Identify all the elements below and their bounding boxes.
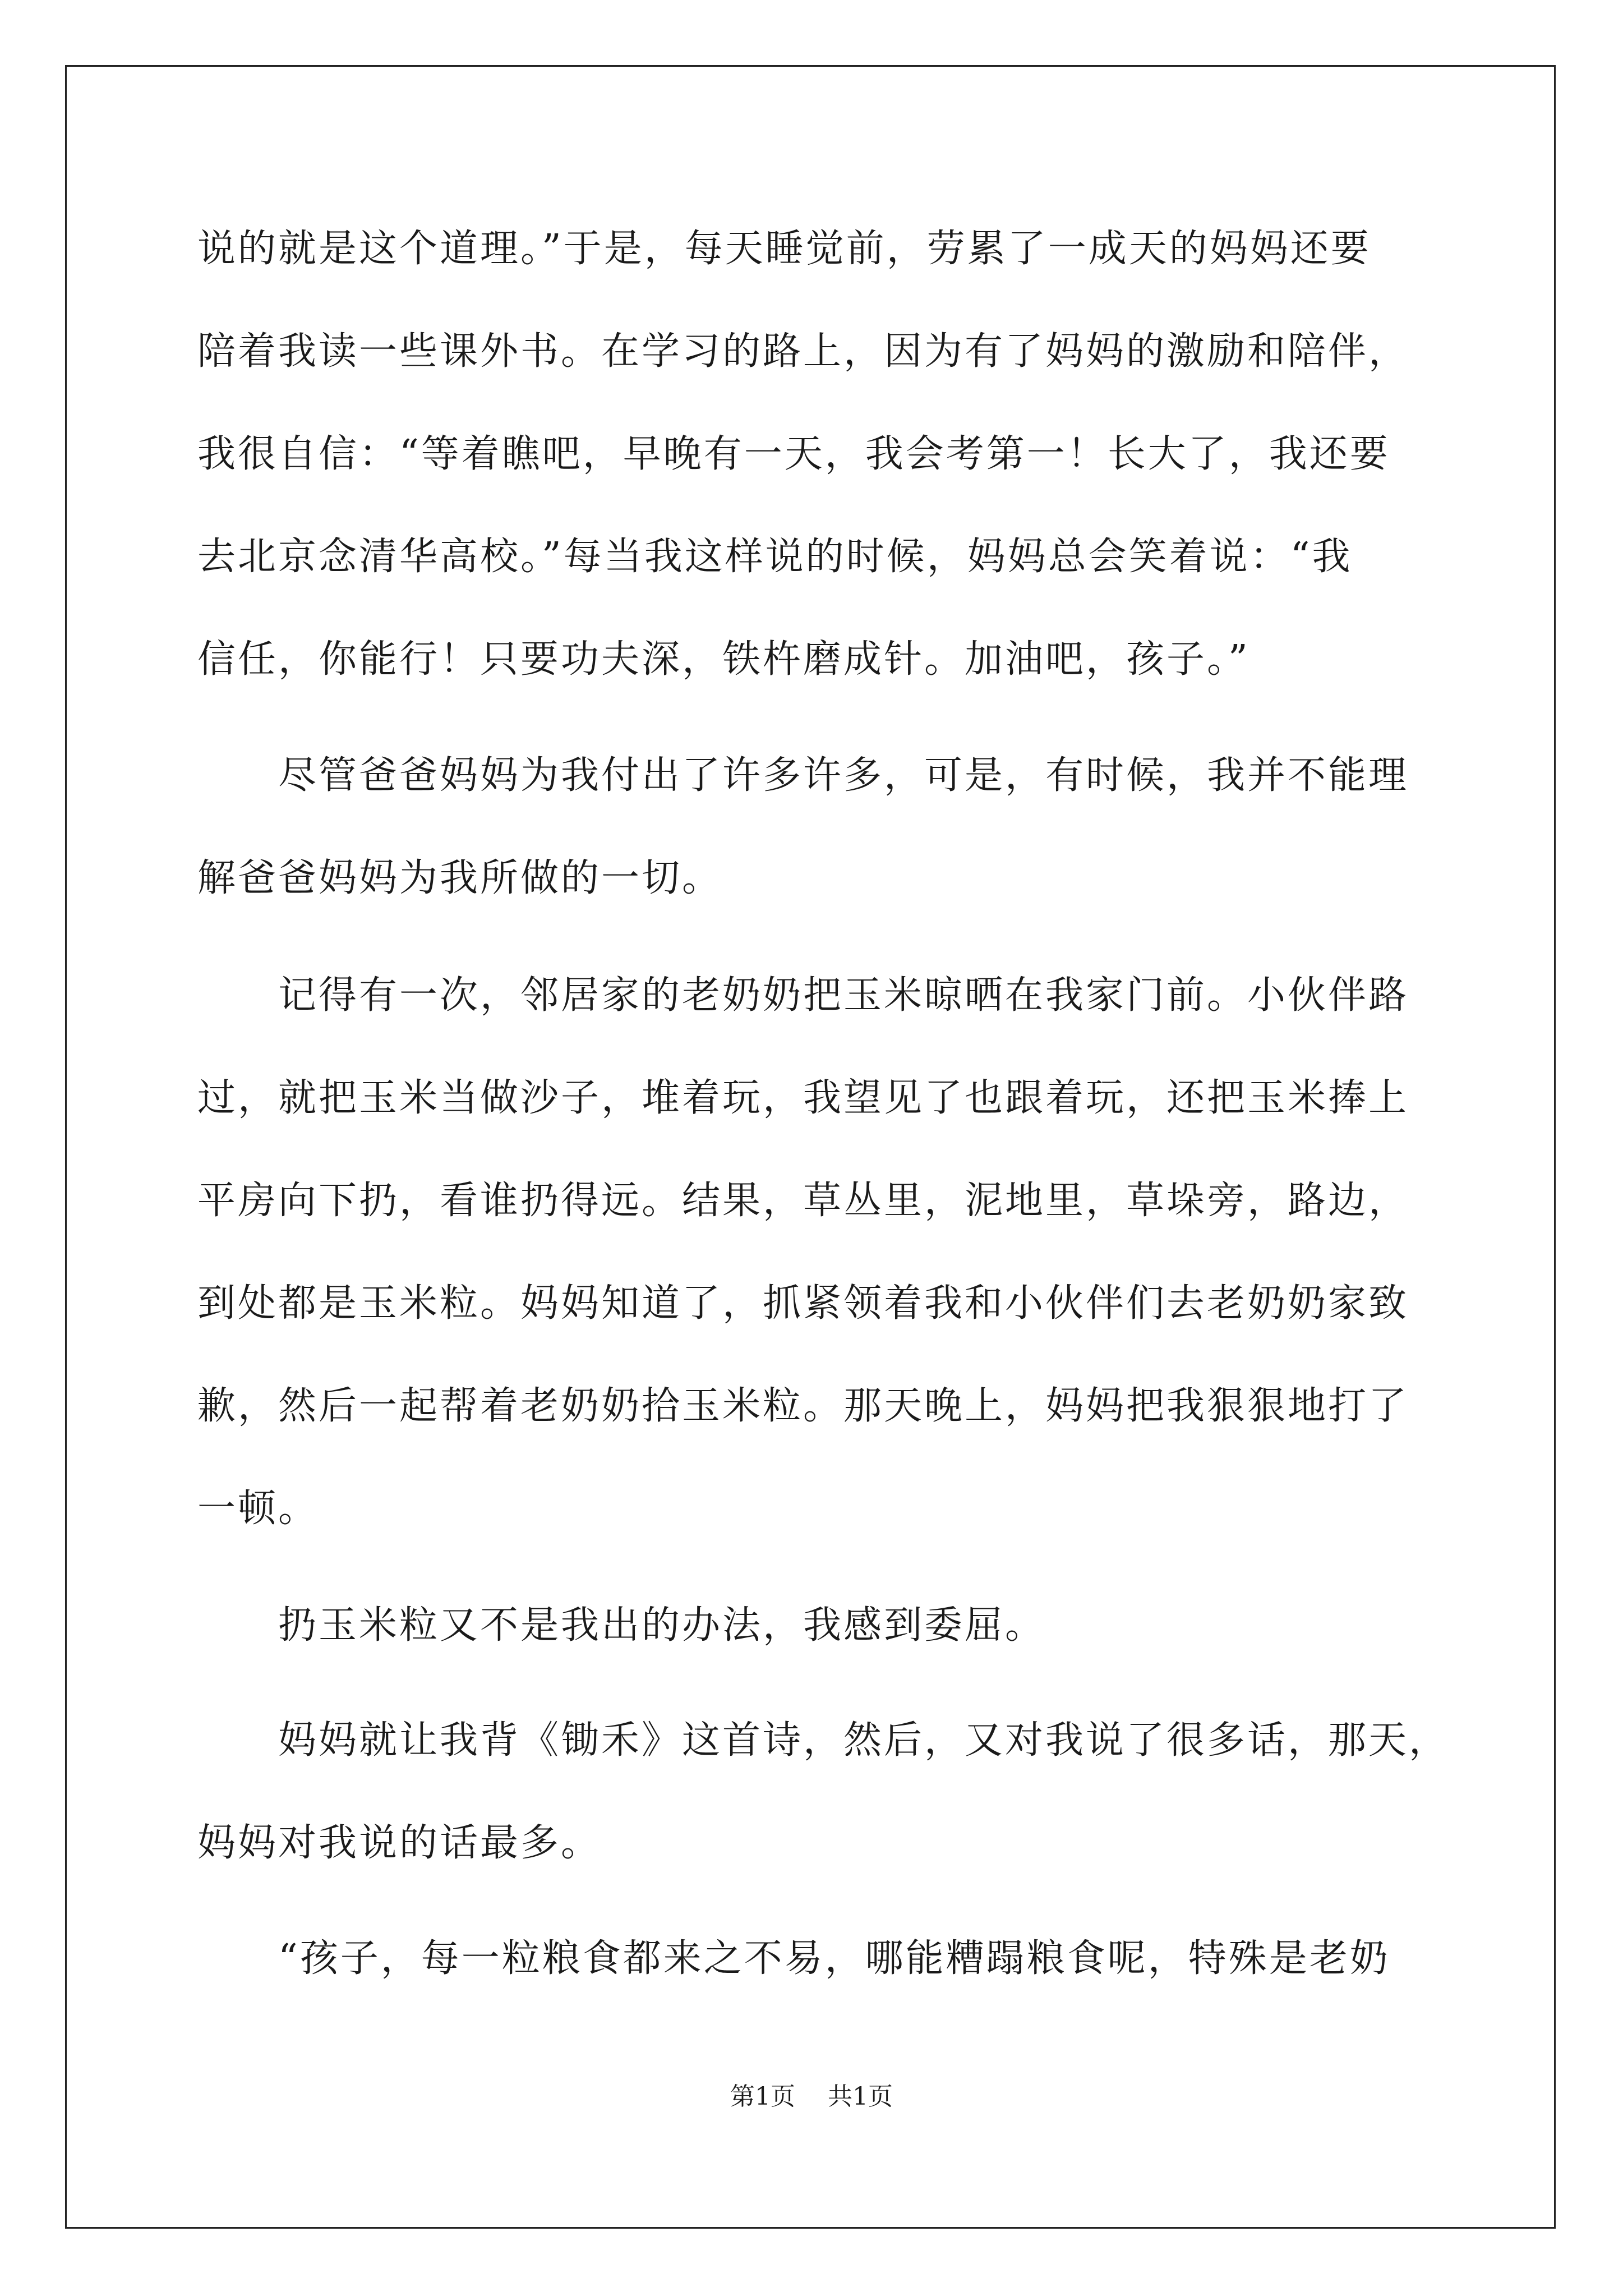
text-line: “孩子，每一粒粮食都来之不易，哪能糟蹋粮食呢，特殊是老奶 <box>197 1936 1390 1981</box>
text-line: 解爸爸妈妈为我所做的一切。 <box>197 856 723 900</box>
text-line: 过，就把玉米当做沙子，堆着玩，我望见了也跟着玩，还把玉米捧上 <box>197 1076 1409 1120</box>
text-line: 妈妈就让我背《锄禾》这首诗，然后，又对我说了很多话，那天， <box>197 1718 1450 1763</box>
text-line: 到处都是玉米粒。妈妈知道了，抓紧领着我和小伙伴们去老奶奶家致 <box>197 1281 1409 1326</box>
text-line: 平房向下扔，看谁扔得远。结果，草丛里，泥地里，草垛旁，路边， <box>197 1179 1409 1223</box>
text-line: 记得有一次，邻居家的老奶奶把玉米晾晒在我家门前。小伙伴路 <box>197 973 1409 1018</box>
text-line: 歉，然后一起帮着老奶奶拾玉米粒。那天晚上，妈妈把我狠狠地打了 <box>197 1384 1409 1428</box>
text-line: 一顿。 <box>197 1487 319 1531</box>
text-line: 说的就是这个道理。”于是，每天睡觉前，劳累了一成天的妈妈还要 <box>197 227 1371 271</box>
text-line: 信任，你能行！只要功夫深，铁杵磨成针。加油吧，孩子。” <box>197 637 1250 682</box>
text-line: 去北京念清华高校。”每当我这样说的时候，妈妈总会笑着说：“我 <box>197 535 1353 579</box>
text-line: 妈妈对我说的话最多。 <box>197 1821 602 1865</box>
page-footer <box>0 2081 1623 2113</box>
text-line: 尽管爸爸妈妈为我付出了许多许多，可是，有时候，我并不能理 <box>197 753 1409 798</box>
page-total: 共1页 <box>828 2082 893 2111</box>
text-line: 陪着我读一些课外书。在学习的路上，因为有了妈妈的激励和陪伴， <box>197 329 1409 374</box>
text-line: 我很自信：“等着瞧吧，早晚有一天，我会考第一！长大了，我还要 <box>197 432 1390 476</box>
page-number: 第1页 <box>730 2082 795 2111</box>
page-border <box>65 65 1556 2229</box>
text-line: 扔玉米粒又不是我出的办法，我感到委屈。 <box>197 1603 1046 1648</box>
